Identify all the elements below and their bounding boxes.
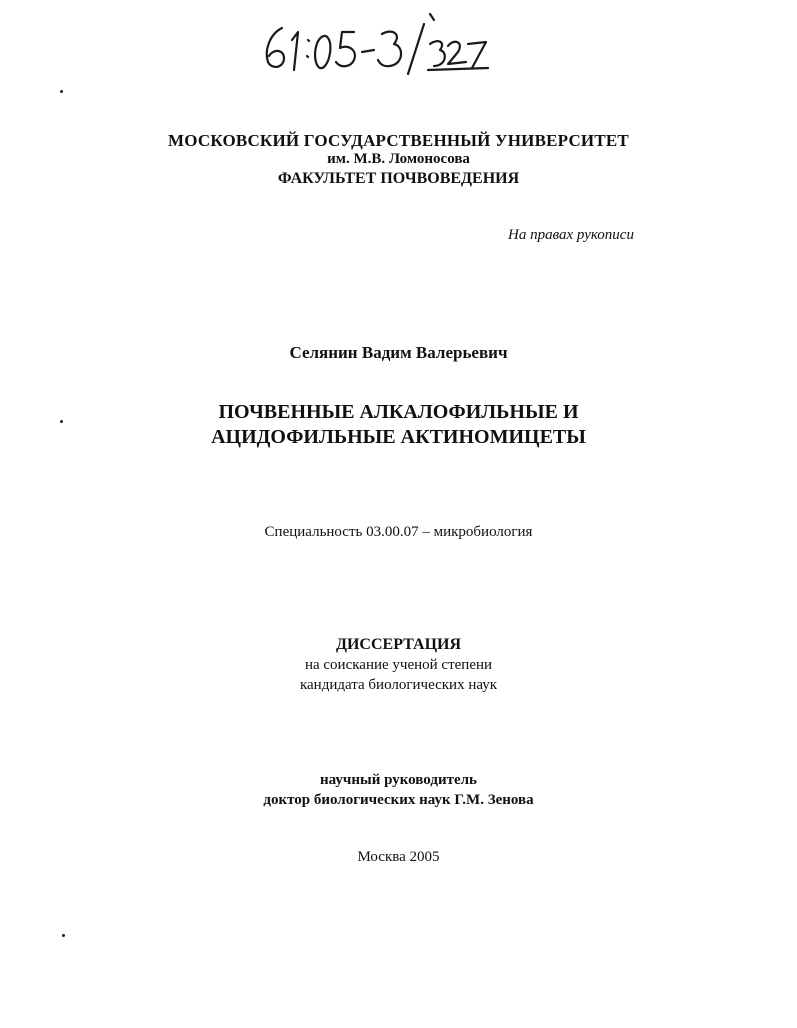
supervisor-name: доктор биологических наук Г.М. Зенова	[263, 792, 534, 808]
scan-speck	[60, 90, 63, 93]
scan-speck	[62, 934, 65, 937]
university-named-after: им. М.В. Ломоносова	[327, 151, 470, 167]
manuscript-rights: На правах рукописи	[508, 227, 634, 243]
author-name: Селянин Вадим Валерьевич	[289, 343, 508, 362]
supervisor-role: научный руководитель	[320, 772, 477, 788]
degree-line-1: на соискание ученой степени	[304, 657, 493, 673]
handwritten-archive-number	[258, 10, 498, 80]
city-year: Москва 2005	[357, 849, 440, 865]
dissertation-heading: ДИССЕРТАЦИЯ	[335, 636, 462, 653]
faculty-name: ФАКУЛЬТЕТ ПОЧВОВЕДЕНИЯ	[277, 170, 520, 187]
specialty: Специальность 03.00.07 – микробиология	[264, 524, 533, 540]
degree-line-2: кандидата биологических наук	[299, 677, 498, 693]
university-name: МОСКОВСКИЙ ГОСУДАРСТВЕННЫЙ УНИВЕРСИТЕТ	[168, 131, 629, 150]
thesis-title-line-2: АЦИДОФИЛЬНЫЕ АКТИНОМИЦЕТЫ	[211, 426, 586, 448]
thesis-title-line-1: ПОЧВЕННЫЕ АЛКАЛОФИЛЬНЫЕ И	[218, 401, 579, 423]
